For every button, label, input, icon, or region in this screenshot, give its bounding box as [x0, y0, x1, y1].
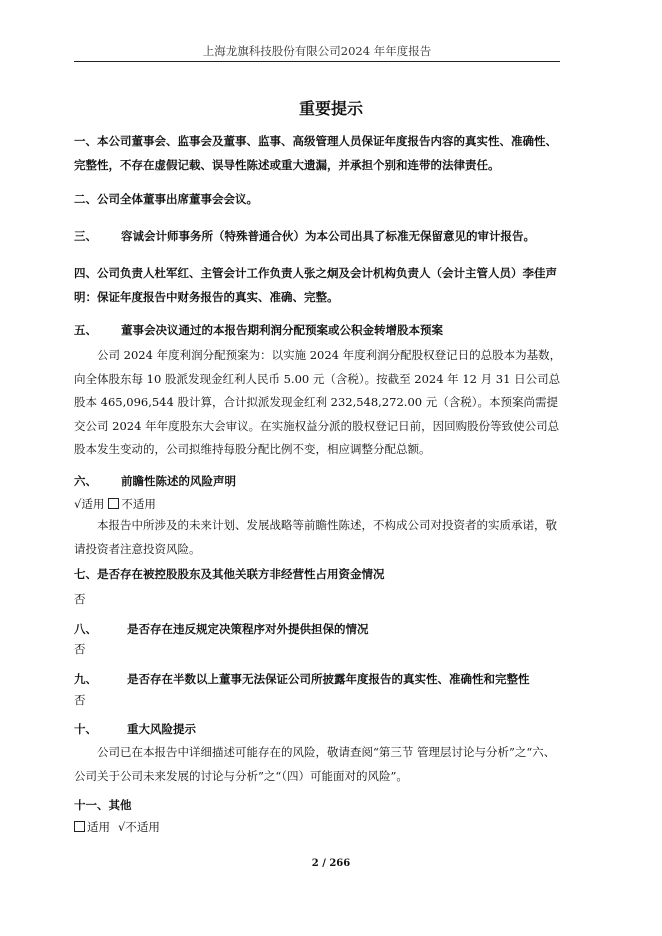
- check-mark-icon: √: [74, 497, 82, 511]
- section-6-title: 前瞻性陈述的风险声明: [121, 474, 236, 488]
- section-9-title: 是否存在半数以上董事无法保证公司所披露年度报告的真实性、准确性和完整性: [127, 672, 530, 686]
- section-2: 二、公司全体董事出席董事会会议。: [74, 192, 258, 206]
- section-10-body: 公司已在本报告中详细描述可能存在的风险，敬请查阅“第三节 管理层讨论与分析”之“六、公司关于公司未来发展的讨论与分析”之“（四）可能面对的风险”。: [74, 745, 556, 783]
- section-10-title: 重大风险提示: [127, 722, 196, 736]
- section-11: 十一、其他: [74, 798, 132, 812]
- section-9-number: 九、: [74, 672, 97, 686]
- option-applicable-label: 适用: [87, 820, 110, 834]
- section-6-heading: [74, 469, 564, 493]
- section-8-answer: 否: [74, 642, 86, 656]
- section-5-heading: [74, 318, 564, 342]
- check-mark-icon: √: [118, 820, 126, 834]
- section-9-heading: [74, 667, 564, 691]
- section-3: [74, 224, 564, 248]
- section-11-options: [74, 816, 564, 838]
- section-8-title: 是否存在违反规定决策程序对外提供担保的情况: [127, 622, 369, 636]
- section-9-answer: 否: [74, 693, 86, 707]
- section-5-title: 董事会决议通过的本报告期利润分配预案或公积金转增股本预案: [121, 323, 443, 337]
- section-10-number: 十、: [74, 722, 97, 736]
- section-6-options: [74, 493, 564, 515]
- section-6-body: 本报告中所涉及的未来计划、发展战略等前瞻性陈述，不构成公司对投资者的实质承诺，敬请投资者注意投资风险。: [74, 518, 557, 556]
- section-5-number: 五、: [74, 323, 97, 337]
- section-4: 四、公司负责人杜军红、主管会计工作负责人张之炯及会计机构负责人（会计主管人员）李佳声明：保证年度报告中财务报告的真实、准确、完整。: [74, 266, 557, 304]
- option-not-applicable-label: 不适用: [125, 820, 160, 834]
- option-applicable-label: 适用: [81, 497, 105, 511]
- section-6-number: 六、: [74, 474, 97, 488]
- section-3-number: 三、: [74, 229, 97, 243]
- section-7-answer: 否: [74, 592, 86, 606]
- section-3-text: 容诚会计师事务所（特殊普通合伙）为本公司出具了标准无保留意见的审计报告。: [121, 229, 535, 243]
- section-1: 一、本公司董事会、监事会及董事、监事、高级管理人员保证年度报告内容的真实性、准确性、完整性，不存在虚假记载、误导性陈述或重大遗漏，并承担个别和连带的法律责任。: [74, 134, 557, 172]
- empty-checkbox-icon: [108, 498, 119, 509]
- section-10-heading: [74, 717, 564, 741]
- header-divider: [74, 61, 560, 62]
- empty-checkbox-icon: [74, 821, 85, 832]
- page-number: 2 / 266: [311, 858, 351, 869]
- page-header: 上海龙旗科技股份有限公司2024 年年度报告: [202, 44, 432, 58]
- section-7: 七、是否存在被控股股东及其他关联方非经营性占用资金情况: [74, 567, 385, 581]
- section-5-body: 公司 2024 年度利润分配预案为：以实施 2024 年度利润分配股权登记日的总股本为基数，向全体股东每 10 股派发现金红利人民币 5.00 元（含税）。按截至 2024 年 12 月 31 日公司总股本 465,096,544 股计算，合计拟派发现金红利 232,548,272.00 元（含税）。本预案尚需提交公司 2024 年年度股东大会审议。在实施权益分派的股权登记日前，因回购股份等致使公司总股本发生变动的，公司拟维持每股分配比例不变，相应调整分配总额。: [74, 348, 562, 456]
- section-8-number: 八、: [74, 622, 97, 636]
- option-not-applicable-label: 不适用: [121, 497, 156, 511]
- page-title: 重要提示: [298, 99, 363, 118]
